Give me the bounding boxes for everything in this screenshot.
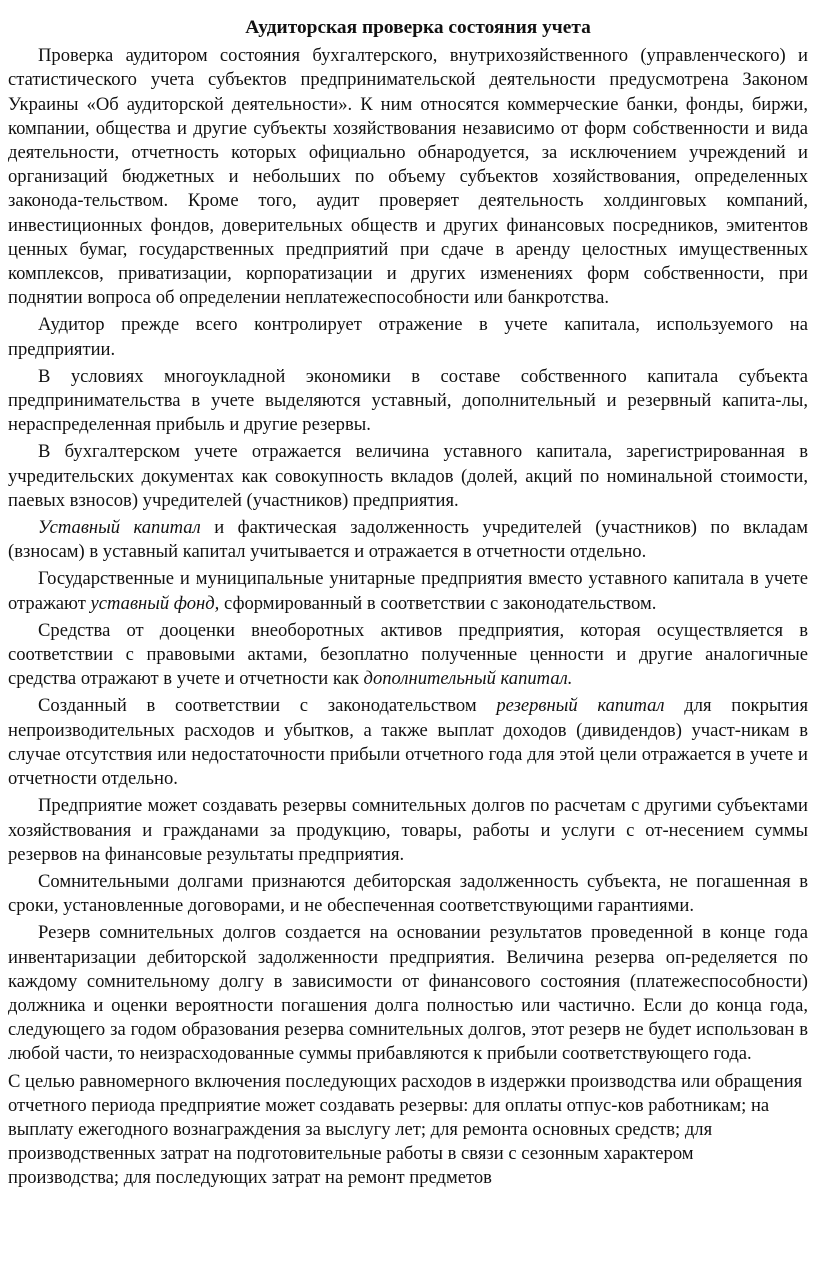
paragraph: [8, 567, 808, 615]
paragraph-text: Созданный в соответствии с законодательством: [38, 695, 497, 717]
paragraph: [8, 794, 808, 867]
paragraph: [8, 619, 808, 692]
paragraph-text: сформированный в соответствии с законодательством.: [219, 592, 657, 614]
paragraph-text: и фактическая задолженность учредителей (участников) по вкладам (взносам) в уставный капитал учитывается и отражается в отчетности отдельно.: [8, 517, 808, 563]
paragraph: [8, 921, 808, 1066]
paragraph: [8, 365, 808, 438]
paragraph-text: В условиях многоукладной экономики в составе собственного капитала субъекта предпринимательства в учете выделяются уставный, дополнительный и резервный капита-лы, нераспределенная прибыль и другие резервы.: [8, 365, 808, 436]
paragraph-text: Аудитор прежде всего контролирует отражение в учете капитала, используемого на предприятии.: [8, 314, 808, 360]
paragraph: [8, 440, 808, 513]
paragraph: [8, 1070, 808, 1191]
paragraph-text: Резерв сомнительных долгов создается на основании результатов проведенной в конце года инвентаризации дебиторской задолженности предприятия. Величина резерва оп-ределяется по каждому сомнительному долгу в зависимости от финансового состояния (платежеспособности) должника и оценки вероятности погашения долга полностью или частично. Если до конца года, следующего за годом образования резерва сомнительных долгов, этот резерв не будет использован в любой части, то неизрасходованные суммы прибавляются к прибыли соответствующего года.: [8, 922, 808, 1065]
document-title: Аудиторская проверка состояния учета: [245, 17, 591, 38]
document-body: [8, 44, 808, 1190]
paragraph: [8, 313, 808, 361]
italic-term: уставный фонд,: [90, 592, 220, 614]
paragraph: [8, 44, 808, 310]
paragraph-text: для покрытия непроизводительных расходов и убытков, а также выплат доходов (дивидендов) участ-никам в случае отсутствия или недостаточности прибыли отчетного года для этой цели отражается в учете и отчетности отдельно.: [8, 695, 808, 790]
italic-term: резервный капитал: [496, 695, 665, 717]
paragraph: [8, 516, 808, 564]
paragraph-text: Проверка аудитором состояния бухгалтерского, внутрихозяйственного (управленческого) и статистического учета субъектов предпринимательской деятельности предусмотрена Законом Украины «Об аудиторской деятельности». К ним относятся коммерческие банки, фонды, биржи, компании, общества и другие субъекты хозяйствования независимо от форм собственности и вида деятельности, отчетность которых официально обнародуется, за исключением учреждений и организаций бюджетных и небольших по объему субъектов хозяйствования, определенных законода-тельством. Кроме того, аудит проверяет деятельность холдинговых компаний, инвестиционных фондов, доверительных обществ и других финансовых посредников, эмитентов ценных бумаг, государственных предприятий при сдаче в аренду целостных имущественных комплексов, приватизации, корпоратизации и других изменениях форм собственности, при поднятии вопроса об определении неплатежеспособности или банкротства.: [8, 45, 808, 309]
paragraph: [8, 694, 808, 791]
italic-term: дополнительный капитал.: [363, 668, 573, 690]
paragraph-text: Сомнительными долгами признаются дебиторская задолженность субъекта, не погашенная в сроки, установленные договорами, и не обеспеченная соответствующими гарантиями.: [8, 870, 808, 917]
paragraph-text: В бухгалтерском учете отражается величина уставного капитала, зарегистрированная в учредительских документах как совокупность вкладов (долей, акций по номинальной стоимости, паевых взносов) учредителей (участников) предприятия.: [8, 441, 808, 511]
paragraph-text: Государственные и муниципальные унитарные предприятия вместо уставного капитала в учете отражают: [8, 568, 808, 614]
paragraph-text: С целью равномерного включения последующих расходов в издержки производства или обращения отчетного периода предприятие может создавать резервы: для оплаты отпус-ков работникам; на выплату ежегодного вознаграждения за выслугу лет; для ремонта основных средств; для производственных затрат на подготовительные работы в связи с сезонным характером производства; для последующих затрат на ремонт предметов: [8, 1070, 803, 1189]
italic-term: Уставный капитал: [38, 517, 201, 539]
paragraph: [8, 870, 808, 918]
paragraph-text: Средства от дооценки внеоборотных активов предприятия, которая осуществляется в соответствии с правовыми актами, безоплатно полученные ценности и другие аналогичные средства отражают в учете и отчетности как: [8, 619, 808, 690]
paragraph-text: Предприятие может создавать резервы сомнительных долгов по расчетам с другими субъектами хозяйствования и гражданами за продукцию, товары, работы и услуги с от-несением суммы резервов на финансовые результаты предприятия.: [8, 795, 808, 865]
